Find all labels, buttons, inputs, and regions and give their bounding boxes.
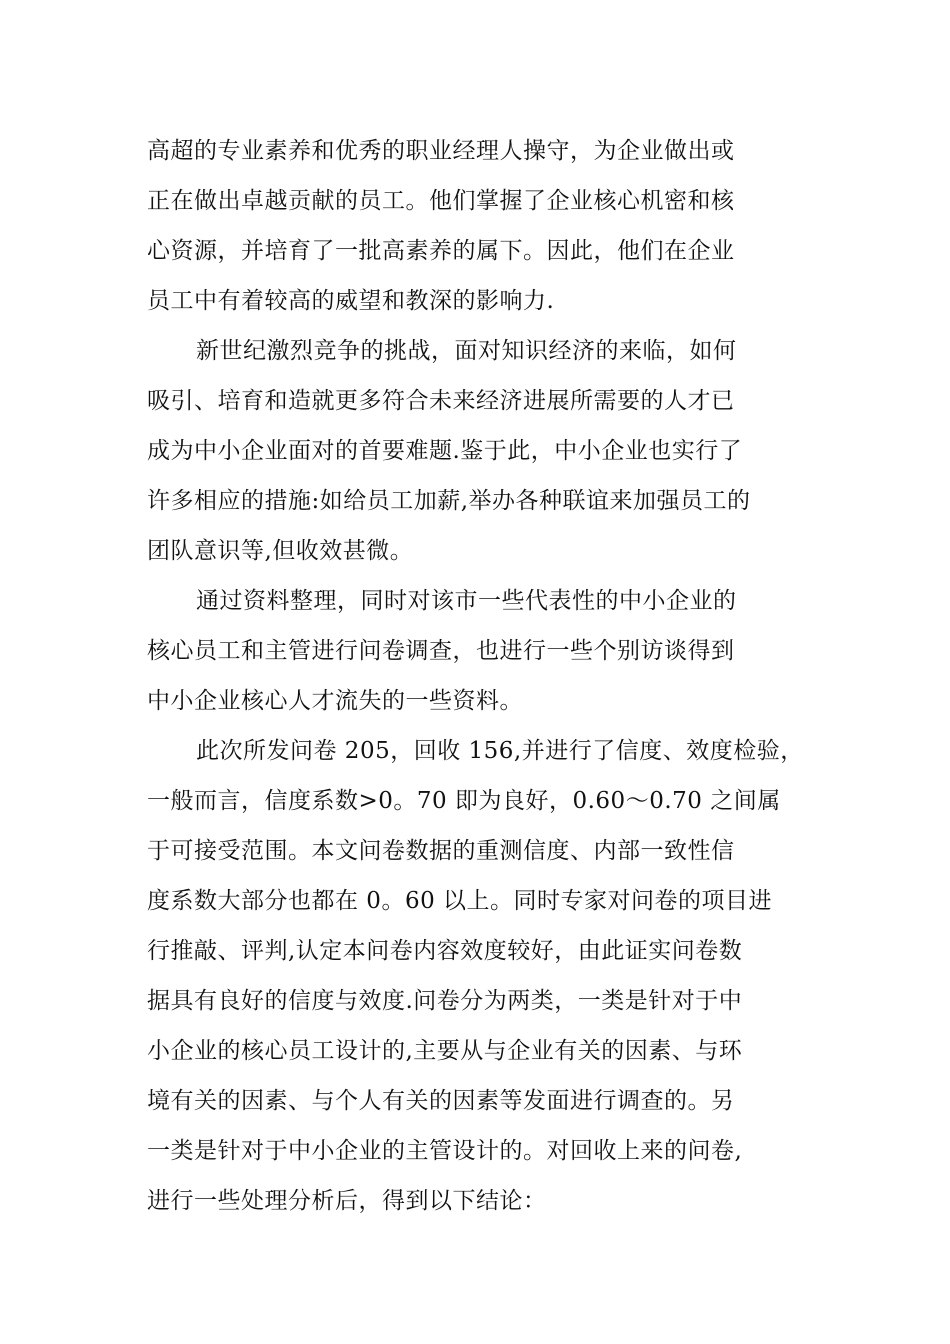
text-line: 于可接受范围。本文问卷数据的重测信度、内部一致性信 xyxy=(147,838,735,864)
paragraph-first-line: 通过资料整理，同时对该市一些代表性的中小企业的 xyxy=(196,588,737,614)
text-line: 小企业的核心员工设计的,主要从与企业有关的因素、与环 xyxy=(147,1038,743,1064)
text-line: 据具有良好的信度与效度.问卷分为两类，一类是针对于中 xyxy=(147,988,743,1014)
text-line: 中小企业核心人才流失的一些资料。 xyxy=(147,688,523,714)
text-line: 心资源，并培育了一批高素养的属下。因此，他们在企业 xyxy=(147,238,735,264)
text-line: 许多相应的措施:如给员工加薪,举办各种联谊来加强员工的 xyxy=(147,488,751,514)
text-line: 员工中有着较高的威望和教深的影响力. xyxy=(147,288,555,314)
text-line: 成为中小企业面对的首要难题.鉴于此，中小企业也实行了 xyxy=(147,438,743,464)
text-line: 团队意识等,但收效甚微。 xyxy=(147,538,414,564)
paragraph-first-line: 新世纪激烈竞争的挑战，面对知识经济的来临，如何 xyxy=(196,338,737,364)
paragraph-first-line: 此次所发问卷 205，回收 156,并进行了信度、效度检验， xyxy=(196,738,804,764)
text-line: 境有关的因素、与个人有关的因素等发面进行调查的。另 xyxy=(147,1088,735,1114)
text-line: 度系数大部分也都在 0。60 以上。同时专家对问卷的项目进 xyxy=(147,888,773,914)
text-line: 一般而言，信度系数>0。70 即为良好，0.60～0.70 之间属 xyxy=(147,788,781,814)
text-line: 吸引、培育和造就更多符合未来经济进展所需要的人才已 xyxy=(147,388,735,414)
text-line: 进行一些处理分析后，得到以下结论： xyxy=(147,1188,547,1214)
text-line: 正在做出卓越贡献的员工。他们掌握了企业核心机密和核 xyxy=(147,188,735,214)
text-line: 核心员工和主管进行问卷调查，也进行一些个别访谈得到 xyxy=(147,638,735,664)
text-line: 高超的专业素养和优秀的职业经理人操守，为企业做出或 xyxy=(147,138,735,164)
text-line: 行推敲、评判,认定本问卷内容效度较好，由此证实问卷数 xyxy=(147,938,743,964)
text-line: 一类是针对于中小企业的主管设计的。对回收上来的问卷, xyxy=(147,1138,743,1164)
